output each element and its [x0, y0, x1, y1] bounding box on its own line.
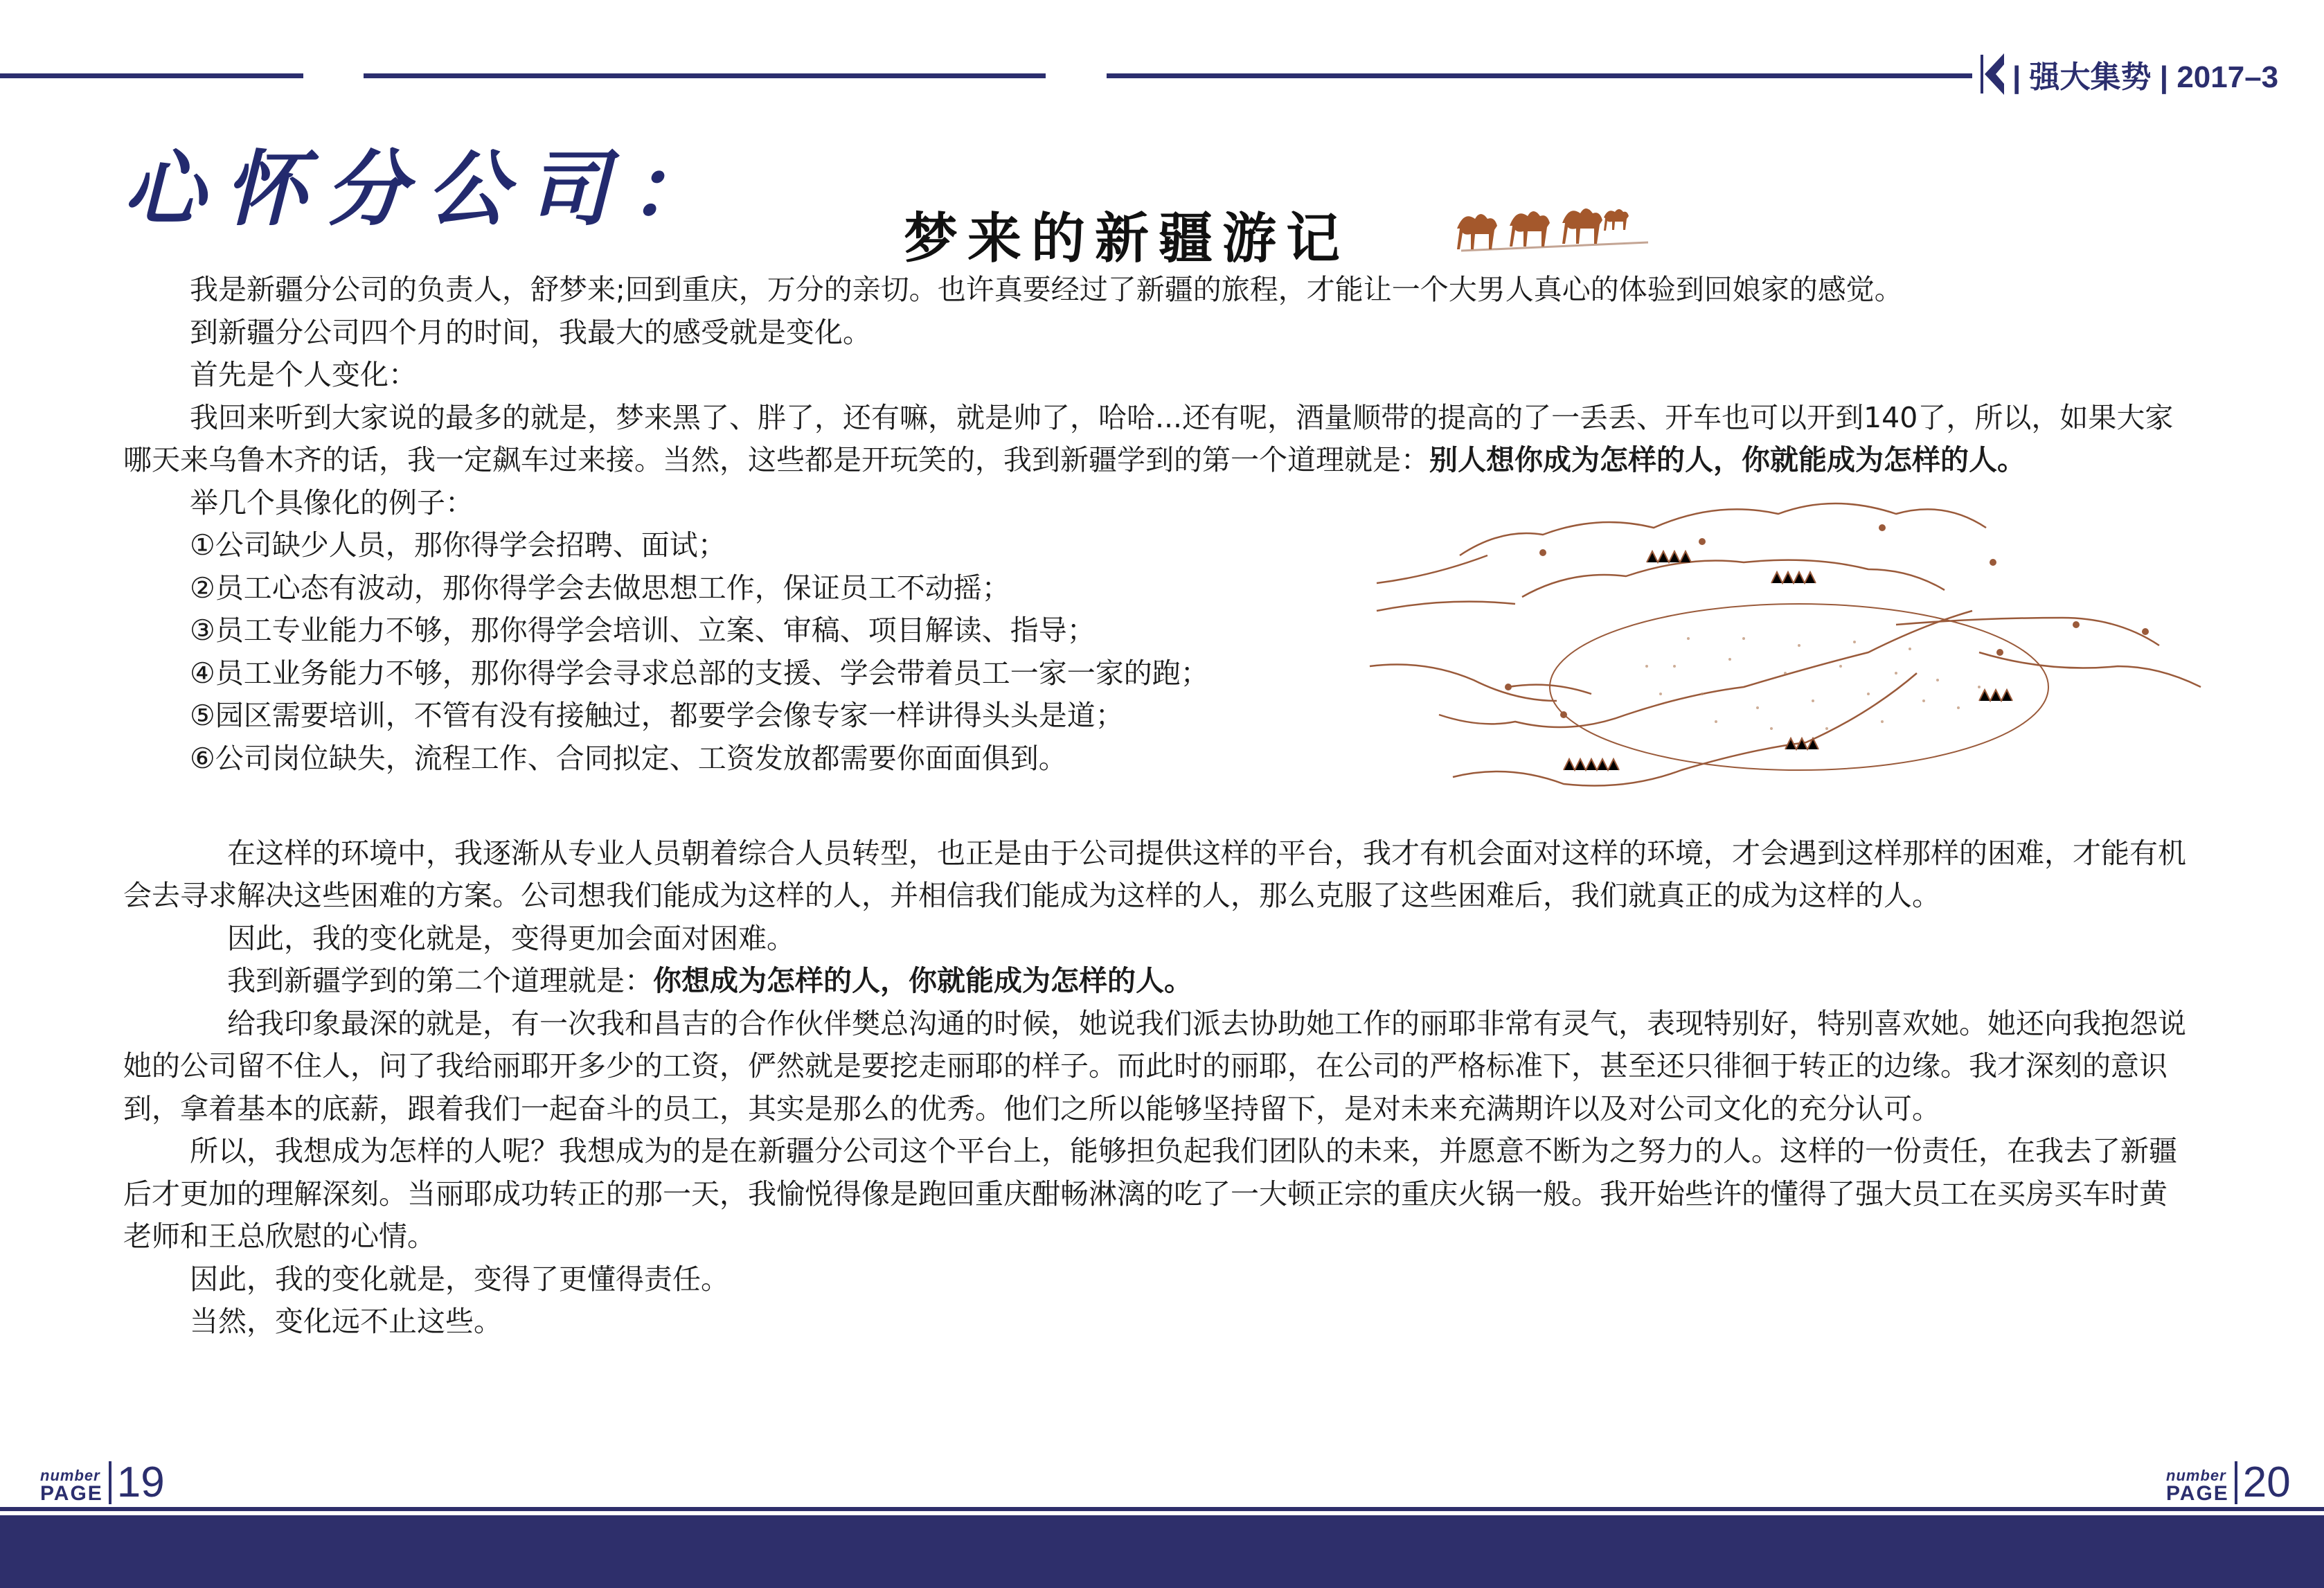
list-item: ③员工专业能力不够，那你得学会培训、立案、审稿、项目解读、指导；	[190, 614, 1096, 647]
page-number-right	[2166, 1458, 2291, 1506]
paragraph: 首先是个人变化：	[190, 358, 417, 391]
article-title: 梦来的新疆游记	[904, 208, 1350, 270]
camel-caravan-icon	[1447, 187, 1655, 256]
page-number-left	[40, 1458, 165, 1506]
top-rule-middle	[364, 73, 1046, 78]
paragraph: 到新疆分公司四个月的时间，我最大的感受就是变化。	[190, 315, 871, 349]
list-item: ⑤园区需要培训，不管有没有接触过，都要学会像专家一样讲得头头是道；	[190, 699, 1124, 732]
paragraph	[123, 960, 2194, 1003]
map-icon	[1356, 486, 2208, 832]
paragraph: 我是新疆分公司的负责人，舒梦来;回到重庆，万分的亲切。也许真要经过了新疆的旅程，才能让一个大男人真心的体验到回娘家的感觉。	[190, 273, 1903, 306]
paragraph: 所以，我想成为怎样的人呢？我想成为的是在新疆分公司这个平台上，能够担负起我们团队的未来，并愿意不断为之努力的人。这样的一份责任，在我去了新疆后才更加的理解深刻。当丽耶成功转正的那一天，我愉悦得像是跑回重庆酣畅淋漓的吃了一大顿正宗的重庆火锅一般。我开始些许的懂得了强大员工在买房买车时黄老师和王总欣慰的心情。	[123, 1134, 2177, 1253]
page-divider	[2235, 1461, 2237, 1504]
page-label-small: number	[40, 1467, 100, 1484]
chevron-mark-icon	[1979, 52, 2007, 96]
page-label: PAGE	[40, 1482, 103, 1505]
list-item: ②员工心态有波动，那你得学会去做思想工作，保证员工不动摇；	[190, 571, 1010, 605]
paragraph-text: 我到新疆学到的第二个道理就是：	[227, 964, 653, 997]
paragraph: 因此，我的变化就是，变得了更懂得责任。	[190, 1262, 729, 1296]
top-rule-right	[1107, 73, 1972, 78]
list-item: ⑥公司岗位缺失，流程工作、合同拟定、工资发放都需要你面面俱到。	[190, 741, 1067, 775]
list-item: ④员工业务能力不够，那你得学会寻求总部的支援、学会带着员工一家一家的跑；	[190, 656, 1209, 690]
page-label-small: number	[2166, 1467, 2226, 1484]
masthead: | 强大集势 | 2017–3	[1979, 50, 2278, 98]
page-label: PAGE	[2166, 1482, 2229, 1505]
page-number: 20	[2242, 1458, 2291, 1506]
list-item: ①公司缺少人员，那你得学会招聘、面试；	[190, 528, 726, 562]
page-divider	[109, 1461, 111, 1504]
paragraph: 在这样的环境中，我逐渐从专业人员朝着综合人员转型，也正是由于公司提供这样的平台，我才有机会面对这样的环境，才会遇到这样那样的困难，才能有机会去寻求解决这些困难的方案。公司想我们能成为这样的人，并相信我们能成为这样的人，那么克服了这些困难后，我们就真正的成为这样的人。	[123, 836, 2186, 912]
page-number: 19	[116, 1458, 165, 1506]
key-lesson-2: 你想成为怎样的人，你就能成为怎样的人。	[653, 964, 1192, 997]
paragraph: 当然，变化远不止这些。	[190, 1305, 502, 1338]
paragraph: 举几个具像化的例子：	[190, 485, 474, 519]
article-body	[123, 269, 2194, 1344]
masthead-issue: 2017–3	[2176, 60, 2279, 94]
paragraph-text: 我回来听到大家说的最多的就是，梦来黑了、胖了，还有嘛，就是帅了，哈哈...还有呢，酒量顺带的提高的了一丢丢、开车也可以开到140了，所以，如果大家哪天来乌鲁木齐的话，我一定飙车过来接。当然，这些都是开玩笑的，我到新疆学到的第一个道理就是：	[123, 400, 2174, 476]
masthead-title: 强大集势	[2029, 60, 2152, 94]
key-lesson-1: 别人想你成为怎样的人，你就能成为怎样的人。	[1429, 443, 2026, 476]
xinjiang-map-illustration	[1356, 486, 2208, 832]
paragraph	[123, 397, 2194, 482]
paragraph: 因此，我的变化就是，变得更加会面对困难。	[227, 921, 795, 955]
top-rule-left	[0, 73, 303, 78]
section-title: 心怀分公司：	[123, 141, 731, 237]
footer-band	[0, 1515, 2324, 1588]
paragraph: 给我印象最深的就是，有一次我和昌吉的合作伙伴樊总沟通的时候，她说我们派去协助她工作的丽耶非常有灵气，表现特别好，特别喜欢她。她还向我抱怨说她的公司留不住人，问了我给丽耶开多少的工资，俨然就是要挖走丽耶的样子。而此时的丽耶，在公司的严格标准下，甚至还只徘徊于转正的边缘。我才深刻的意识到，拿着基本的底薪，跟着我们一起奋斗的员工，其实是那么的优秀。他们之所以能够坚持留下，是对未来充满期许以及对公司文化的充分认可。	[123, 1006, 2186, 1125]
footer-rule	[0, 1507, 2324, 1511]
